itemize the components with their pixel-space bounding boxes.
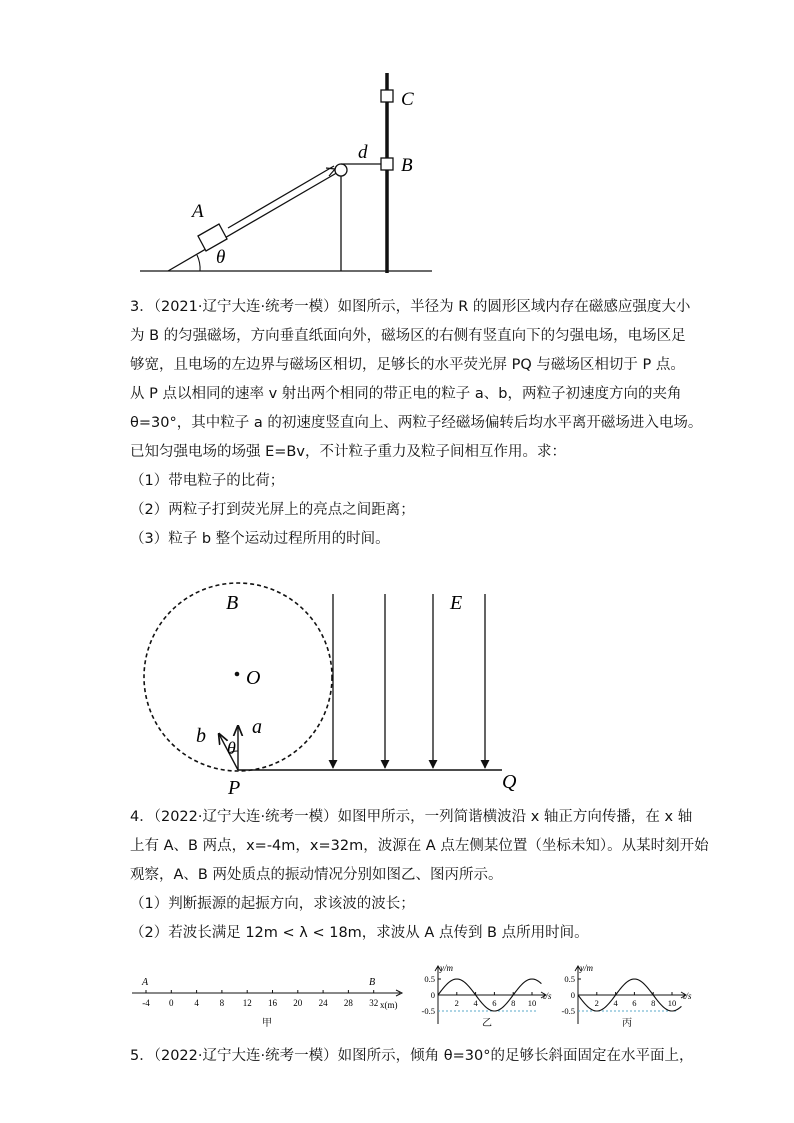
yi-xlabel: t/s [543,991,552,1001]
jia-tick-label: 24 [318,998,328,1008]
bing-x-tick-label: 4 [613,998,618,1008]
q3-line-4: 从 P 点以相同的速率 v 射出两个相同的带正电的粒子 a、b，两粒子初速度方向的夹角 [130,386,682,402]
jia-tick-label: -4 [142,998,150,1008]
figure-jia-axis [130,968,410,1030]
q3-line-3: 够宽，且电场的左边界与磁场区相切，足够长的水平荧光屏 PQ 与磁场区相切于 P 点。 [130,357,685,373]
yi-y-tick-label: 0.5 [424,974,435,984]
q3-text-1: 如图所示，半径为 R 的圆形区域内存在磁感应强度大小 [337,299,691,315]
q4-sub-2: （2）若波长满足 12m < λ < 18m，求波从 A 点传到 B 点所用时间。 [130,925,589,941]
yi-y-tick-label: -0.5 [421,1006,435,1016]
bing-ylabel: y/m [580,963,593,973]
q3-line-2: 为 B 的匀强磁场，方向垂直纸面向外，磁场区的右侧有竖直向下的匀强电场，电场区足 [130,328,686,344]
label-O: O [246,667,261,689]
bing-x-tick-label: 8 [651,998,656,1008]
jia-tick-label: 28 [343,998,353,1008]
label-Q: Q [502,771,517,793]
jia-tick-label: 8 [219,998,225,1008]
label-B: B [401,155,413,176]
jia-tick-label: 4 [194,998,199,1008]
jia-caption: 甲 [262,1018,272,1029]
q5-source: （2022·辽宁大连·统考一模） [153,1048,338,1064]
q3-number: 3． [130,299,154,315]
field-figure [130,582,540,797]
label-C: C [401,89,414,110]
q4-text-1: 如图甲所示，一列简谐横波沿 x 轴正方向传播，在 x 轴 [337,809,693,825]
label-A: A [192,201,204,222]
q5-text-1: 如图所示，倾角 θ=30°的足够长斜面固定在水平面上， [337,1048,694,1064]
bing-x-tick-label: 6 [632,998,637,1008]
label-E-field: E [450,592,463,614]
jia-tick-label: 32 [369,998,379,1008]
q3-line-1 [130,293,691,322]
label-b: b [196,725,206,747]
q3-sub-1: （1）带电粒子的比荷； [130,473,285,489]
bing-caption: 丙 [622,1018,632,1029]
figure-yi-graph [412,962,562,1030]
bing-y-tick-label: 0.5 [564,974,575,984]
yi-x-tick-label: 4 [473,998,478,1008]
q3-source: （2021·辽宁大连·统考一模） [153,299,338,315]
bing-xlabel: t/s [683,991,692,1001]
yi-x-tick-label: 6 [492,998,497,1008]
jia-axis-unit: x(m) [380,1000,398,1010]
q5-number: 5． [130,1048,154,1064]
q4-source: （2022·辽宁大连·统考一模） [153,809,338,825]
bing-x-tick-label: 2 [594,998,599,1008]
bing-y-tick-label: -0.5 [561,1006,575,1016]
label-P: P [228,777,241,799]
label-a: a [252,716,262,738]
question-4 [130,803,709,948]
yi-ylabel: y/m [440,963,453,973]
label-d: d [358,142,368,163]
label-B-field: B [226,592,239,614]
jia-point-A: A [142,977,149,988]
label-theta-q3: θ [227,738,236,758]
q3-sub-3: （3）粒子 b 整个运动过程所用的时间。 [130,531,390,547]
q4-line-2: 上有 A、B 两点，x=-4m，x=32m，波源在 A 点左侧某位置（坐标未知）。从某时刻开始 [130,838,709,854]
jia-point-B: B [369,977,376,988]
yi-x-tick-label: 8 [511,998,516,1008]
jia-tick-label: 0 [169,998,174,1008]
jia-tick-label: 16 [268,998,277,1008]
q3-sub-2: （2）两粒子打到荧光屏上的亮点之间距离； [130,502,415,518]
q3-line-6: 已知匀强电场的场强 E=Bv，不计粒子重力及粒子间相互作用。求： [130,444,566,460]
q5-line-1 [130,1042,694,1071]
question-5 [130,1042,694,1071]
yi-y-tick-label: 0 [430,990,435,1000]
q4-line-1 [130,803,693,832]
yi-x-tick-label: 2 [454,998,459,1008]
q3-line-5: θ=30°，其中粒子 a 的初速度竖直向上、两粒子经磁场偏转后均水平离开磁场进入电场。 [130,415,703,431]
bing-y-tick-label: 0 [570,990,575,1000]
q4-line-3: 观察，A、B 两处质点的振动情况分别如图乙、图丙所示。 [130,867,503,883]
figure-bing-graph [552,962,702,1030]
bing-x-tick-label: 10 [667,998,677,1008]
q4-number: 4． [130,809,154,825]
jia-tick-label: 20 [293,998,303,1008]
q4-sub-1: （1）判断振源的起振方向，求该波的波长； [130,896,415,912]
question-3 [130,293,703,554]
incline-pole-figure [130,65,450,280]
jia-tick-label: 12 [242,998,252,1008]
yi-caption: 乙 [482,1018,492,1029]
label-theta: θ [216,247,226,268]
yi-x-tick-label: 10 [527,998,537,1008]
